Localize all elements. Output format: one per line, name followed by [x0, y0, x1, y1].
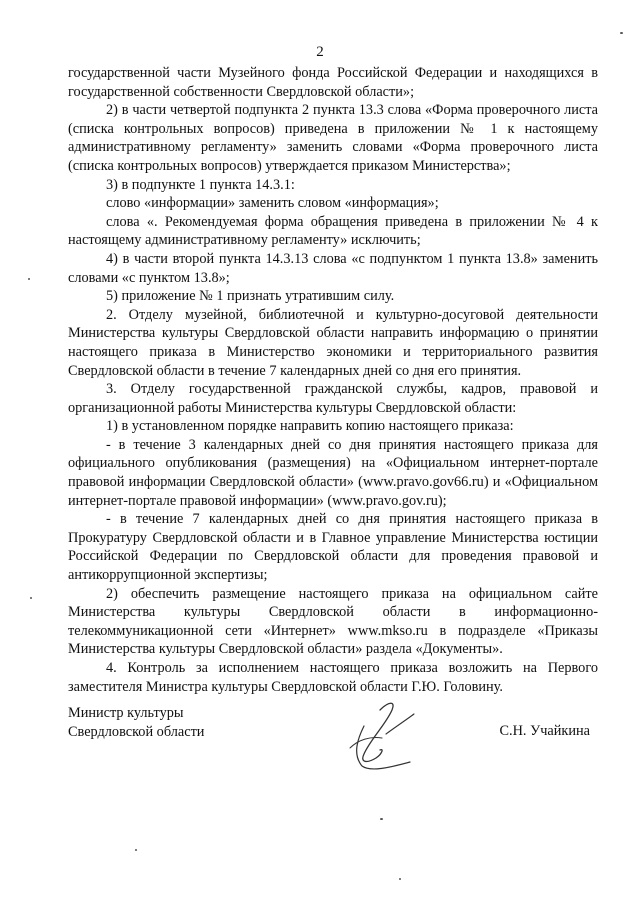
paragraph-section-3-item-1: 1) в установленном порядке направить копию настоящего приказа:: [106, 418, 514, 435]
paragraph-item-3-phrase: слова «. Рекомендуемая форма обращения приведена в приложении № 4 к настоящему административному регламенту» исключить;: [68, 213, 598, 249]
scan-speck: [620, 32, 623, 34]
handwritten-signature: [336, 696, 422, 776]
paragraph-item-2: 2) в части четвертой подпункта 2 пункта 13.3 слова «Форма проверочного листа (списка контрольных вопросов) приведена в приложении № 1 к настоящему административному регламенту» заменить словами «Форма проверочного листа (списка контрольных вопросов) утверждается приказом Министерства»;: [68, 102, 598, 174]
scan-speck: [135, 849, 137, 851]
signatory-name: С.Н. Учайкина: [499, 723, 590, 739]
paragraph-prosecutor: - в течение 7 календарных дней со дня принятия настоящего приказа в Прокуратуру Свердловской области и в Главное управление Министерства юстиции Российской Федерации по Свердловской области для проведения правовой и антикоррупционной экспертизы;: [68, 511, 598, 584]
paragraph-item-5: 5) приложение № 1 признать утратившим силу.: [106, 288, 395, 305]
signature-block: [68, 704, 598, 784]
paragraph-item-4: 4) в части второй пункта 14.3.13 слова «с подпунктом 1 пункта 13.8» заменить словами «с пунктом 13.8»;: [68, 250, 598, 286]
paragraph-continuation: государственной части Музейного фонда Российской Федерации и находящихся в государственной собственности Свердловской области»;: [68, 65, 598, 100]
paragraph-item-3: 3) в подпункте 1 пункта 14.3.1:: [106, 176, 295, 193]
paragraph-publication: - в течение 3 календарных дней со дня принятия настоящего приказа для официального опубликования (размещения) на «Официальном интернет-портале правовой информации Свердловской области» (www.pravo.gov66.ru) и «Официальном интернет-портале правовой информации» (www.pravo.gov.ru);: [68, 436, 598, 509]
signatory-title-line1: Министр культуры: [68, 705, 184, 721]
page-number: 2: [316, 44, 324, 60]
paragraph-section-3: 3. Отделу государственной гражданской службы, кадров, правовой и организационной работы Министерства культуры Свердловской области:: [68, 381, 598, 416]
document-body: [68, 64, 598, 696]
signatory-title-line2: Свердловской области: [68, 723, 205, 740]
paragraph-section-3-item-2: 2) обеспечить размещение настоящего приказа на официальном сайте Министерства культуры Свердловской области в информационно-телекоммуникационной сети «Интернет» www.mkso.ru в подразделе «Приказы Министерства культуры Свердловской области» раздела «Документы».: [68, 585, 598, 658]
signatory-title: [68, 704, 204, 741]
scan-speck: [380, 818, 383, 820]
paragraph-item-3-word: слово «информации» заменить словом «информация»;: [106, 195, 439, 212]
paragraph-section-2: 2. Отделу музейной, библиотечной и культурно-досуговой деятельности Министерства культуры Свердловской области направить информацию о принятии настоящего приказа в Министерство экономики и территориального развития Свердловской области в течение 7 календарных дней со дня его принятия.: [68, 306, 598, 379]
scan-speck: [30, 597, 32, 599]
scan-speck: [28, 278, 30, 280]
paragraph-section-4: 4. Контроль за исполнением настоящего приказа возложить на Первого заместителя Министра культуры Свердловской области Г.Ю. Головину.: [68, 660, 598, 695]
scan-speck: [399, 878, 401, 880]
